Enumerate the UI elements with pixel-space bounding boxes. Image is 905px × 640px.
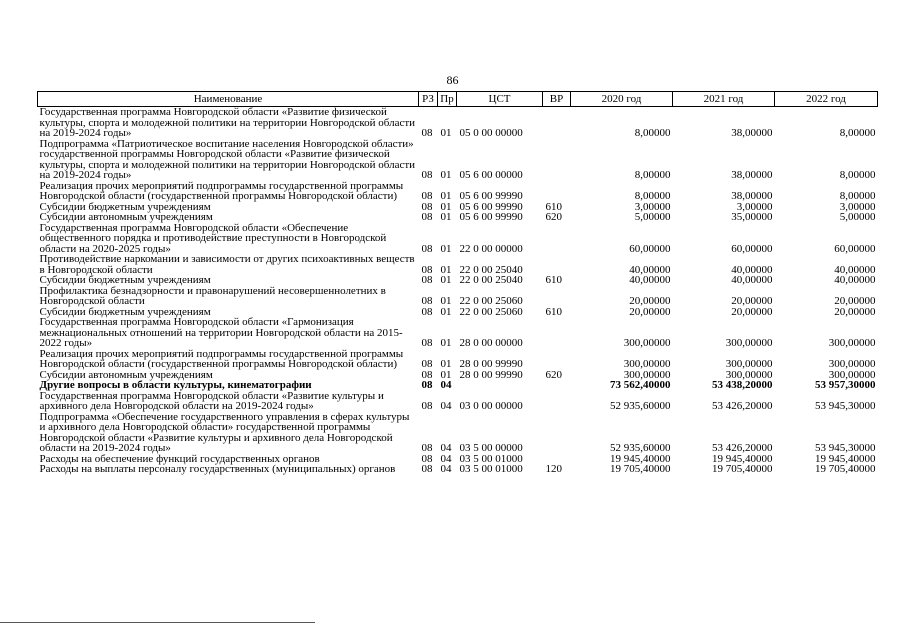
row-vr: 610: [545, 200, 562, 213]
row-cst: 22 0 00 25040: [459, 274, 523, 286]
table-row: [38, 275, 878, 286]
table-row: [38, 139, 878, 181]
row-pr: 04: [440, 442, 452, 454]
header-pr: Пр: [438, 92, 457, 107]
row-name: Государственная программа Новгородской области «Обеспечение общественного порядка и противодействие преступности в Новгородской области на 2020-2025 годы»: [39, 221, 387, 255]
row-rz: 08: [421, 379, 433, 391]
row-cst: 05 0 00 00000: [459, 127, 523, 139]
row-cst: 03 0 00 00000: [459, 400, 523, 412]
row-value-2020: 19 705,40000: [610, 463, 671, 475]
row-value-2022: 53 957,30000: [815, 379, 876, 391]
row-value-2022: 300,00000: [828, 358, 876, 370]
row-name: Противодействие наркомании и зависимости от других психоактивных веществ в Новгородской области: [39, 253, 415, 276]
row-value-2022: 8,00000: [839, 169, 876, 181]
row-vr: [543, 391, 571, 412]
row-rz: 08: [421, 200, 433, 213]
row-rz: 08: [421, 127, 433, 139]
row-value-2021: 19 945,40000: [712, 452, 773, 465]
row-vr: 620: [545, 368, 562, 381]
row-cst: 05 6 00 99990: [459, 200, 523, 213]
row-value-2021: 300,00000: [725, 368, 773, 381]
row-pr: 01: [440, 127, 452, 139]
table-row: [38, 254, 878, 275]
table-row: [38, 317, 878, 349]
row-value-2021: 53 438,20000: [712, 379, 773, 391]
row-value-2020: 8,00000: [634, 169, 671, 181]
row-rz: 08: [421, 274, 433, 286]
row-value-2022: 53 945,30000: [815, 400, 876, 412]
budget-table: [37, 91, 878, 475]
header-2020: 2020 год: [571, 92, 673, 107]
table-row: [38, 349, 878, 370]
row-value-2022: 5,00000: [839, 211, 876, 223]
row-pr: 01: [440, 358, 452, 370]
row-vr: 610: [545, 274, 562, 286]
row-cst: 03 5 00 01000: [459, 463, 523, 475]
row-pr: 04: [440, 452, 452, 465]
page-number: 86: [446, 73, 459, 87]
row-value-2022: 20,00000: [834, 295, 876, 307]
table-row: [38, 223, 878, 255]
row-rz: 08: [421, 358, 433, 370]
row-value-2020: 300,00000: [623, 358, 671, 370]
row-value-2020: 40,00000: [629, 274, 671, 286]
row-rz: 08: [421, 368, 433, 381]
row-value-2020: 73 562,40000: [610, 379, 671, 391]
row-rz: 08: [421, 242, 433, 255]
row-value-2021: 300,00000: [725, 337, 773, 349]
row-vr: [543, 349, 571, 370]
row-value-2022: 60,00000: [834, 242, 876, 255]
row-rz: 08: [421, 442, 433, 454]
row-rz: 08: [421, 169, 433, 181]
row-cst: 05 6 00 99990: [459, 211, 523, 223]
row-value-2020: 52 935,60000: [610, 400, 671, 412]
row-value-2020: 300,00000: [623, 337, 671, 349]
table-row: [38, 380, 878, 391]
row-value-2021: 35,00000: [731, 211, 773, 223]
header-rz: РЗ: [419, 92, 438, 107]
row-pr: 01: [440, 368, 452, 381]
row-value-2020: 19 945,40000: [610, 452, 671, 465]
row-value-2021: 300,00000: [725, 358, 773, 370]
row-value-2021: 20,00000: [731, 295, 773, 307]
header-vr: ВР: [543, 92, 571, 107]
row-name: Подпрограмма «Обеспечение государственного управления в сферах культуры и архивного дела Новгородской области» государственной программы Новгородской области «Развитие культуры и архивного дела Новгородской области на 2019-2024 годы»: [39, 410, 410, 454]
row-value-2021: 38,00000: [731, 190, 773, 202]
row-vr: [543, 181, 571, 202]
row-name: Государственная программа Новгородской области «Развитие физической культуры, спорта и молодежной политики на территории Новгородской области на 2019-2024 годы»: [39, 106, 416, 139]
row-rz: 08: [421, 337, 433, 349]
row-value-2020: 300,00000: [623, 368, 671, 381]
row-value-2021: 20,00000: [731, 305, 773, 318]
row-name: Субсидии бюджетным учреждениям: [39, 274, 211, 286]
row-value-2020: 40,00000: [629, 263, 671, 276]
row-name: Реализация прочих мероприятий подпрограммы государственной программы Новгородской области (государственной программы Новгородской области): [39, 179, 404, 202]
row-value-2022: 20,00000: [834, 305, 876, 318]
table-row: [38, 286, 878, 307]
row-pr: 01: [440, 242, 452, 255]
row-cst: 05 6 00 00000: [459, 169, 523, 181]
row-value-2020: 20,00000: [629, 305, 671, 318]
row-name: Другие вопросы в области культуры, кинематографии: [39, 379, 312, 391]
table-row: [38, 212, 878, 223]
row-rz: 08: [421, 452, 433, 465]
row-cst: 28 0 00 99990: [459, 358, 523, 370]
row-value-2020: 3,00000: [634, 200, 671, 213]
row-value-2020: 5,00000: [634, 211, 671, 223]
row-pr: 01: [440, 190, 452, 202]
row-name: Государственная программа Новгородской области «Развитие культуры и архивного дела Новгородской области на 2019-2024 годы»: [39, 389, 384, 412]
row-value-2022: 300,00000: [828, 337, 876, 349]
row-value-2021: 60,00000: [731, 242, 773, 255]
row-pr: 01: [440, 263, 452, 276]
row-cst: 22 0 00 25060: [459, 305, 523, 318]
row-value-2022: 8,00000: [839, 127, 876, 139]
row-pr: 01: [440, 169, 452, 181]
row-cst: 03 5 00 00000: [459, 442, 523, 454]
table-body: [38, 107, 878, 475]
row-vr: [543, 254, 571, 275]
row-pr: 01: [440, 305, 452, 318]
row-cst: 05 6 00 99990: [459, 190, 523, 202]
footer-divider: [0, 622, 315, 623]
table-row: [38, 107, 878, 139]
row-cst: 22 0 00 00000: [459, 242, 523, 255]
row-name: Профилактика безнадзорности и правонарушений несовершеннолетних в Новгородской области: [39, 284, 386, 307]
row-vr: 610: [545, 305, 562, 318]
row-name: Расходы на обеспечение функций государственных органов: [39, 452, 320, 465]
row-name: Субсидии бюджетным учреждениям: [39, 305, 211, 318]
row-name: Подпрограмма «Патриотическое воспитание населения Новгородской области» государственной программы Новгородской области «Развитие физической культуры, спорта и молодежной политики на территории Новгородской области на 2019-2024 годы»: [39, 137, 416, 181]
row-value-2022: 19 705,40000: [815, 463, 876, 475]
row-vr: [543, 107, 571, 139]
table-row: [38, 412, 878, 454]
row-value-2022: 40,00000: [834, 274, 876, 286]
row-value-2022: 300,00000: [828, 368, 876, 381]
row-value-2021: 53 426,20000: [712, 400, 773, 412]
row-pr: 01: [440, 295, 452, 307]
row-name: Расходы на выплаты персоналу государственных (муниципальных) органов: [39, 463, 396, 475]
row-rz: 08: [421, 400, 433, 412]
row-cst: [457, 380, 543, 391]
header-2021: 2021 год: [673, 92, 775, 107]
header-2022: 2022 год: [775, 92, 878, 107]
row-value-2022: 8,00000: [839, 190, 876, 202]
row-value-2021: 40,00000: [731, 274, 773, 286]
row-vr: [543, 223, 571, 255]
header-name: Наименование: [38, 92, 419, 107]
row-cst: 28 0 00 00000: [459, 337, 523, 349]
table-row: [38, 391, 878, 412]
row-vr: [543, 317, 571, 349]
row-cst: 22 0 00 25060: [459, 295, 523, 307]
row-value-2022: 53 945,30000: [815, 442, 876, 454]
row-name: Субсидии автономным учреждениям: [39, 368, 213, 381]
row-pr: 04: [440, 463, 452, 475]
row-value-2022: 19 945,40000: [815, 452, 876, 465]
row-rz: 08: [421, 463, 433, 475]
row-value-2020: 8,00000: [634, 190, 671, 202]
row-pr: 01: [440, 274, 452, 286]
row-rz: 08: [421, 305, 433, 318]
row-value-2020: 60,00000: [629, 242, 671, 255]
row-rz: 08: [421, 263, 433, 276]
row-cst: 03 5 00 01000: [459, 452, 523, 465]
header-cst: ЦСТ: [457, 92, 543, 107]
row-value-2020: 52 935,60000: [610, 442, 671, 454]
table-row: [38, 181, 878, 202]
row-name: Государственная программа Новгородской области «Гармонизация межнациональных отношений на территории Новгородской области на 2015-2022 годы»: [39, 316, 403, 349]
row-vr: [543, 380, 571, 391]
row-pr: 01: [440, 200, 452, 213]
table-header-row: [38, 92, 878, 107]
row-value-2021: 19 705,40000: [712, 463, 773, 475]
row-pr: 01: [440, 337, 452, 349]
row-rz: 08: [421, 295, 433, 307]
row-vr: [543, 139, 571, 181]
row-pr: 01: [440, 211, 452, 223]
row-vr: 120: [545, 463, 562, 475]
row-value-2022: 40,00000: [834, 263, 876, 276]
row-name: Реализация прочих мероприятий подпрограммы государственной программы Новгородской области (государственной программы Новгородской области): [39, 347, 404, 370]
row-vr: [543, 286, 571, 307]
row-cst: 22 0 00 25040: [459, 263, 523, 276]
row-name: Субсидии бюджетным учреждениям: [39, 200, 211, 213]
row-cst: 28 0 00 99990: [459, 368, 523, 381]
row-pr: 04: [440, 379, 452, 391]
row-value-2020: 8,00000: [634, 127, 671, 139]
row-vr: [543, 412, 571, 454]
row-value-2022: 3,00000: [839, 200, 876, 213]
row-pr: 04: [440, 400, 452, 412]
row-vr: 620: [545, 211, 562, 223]
table-row: [38, 464, 878, 475]
row-value-2021: 38,00000: [731, 127, 773, 139]
row-name: Субсидии автономным учреждениям: [39, 211, 213, 223]
row-value-2021: 53 426,20000: [712, 442, 773, 454]
row-value-2020: 20,00000: [629, 295, 671, 307]
row-value-2021: 40,00000: [731, 263, 773, 276]
row-rz: 08: [421, 190, 433, 202]
row-rz: 08: [421, 211, 433, 223]
row-value-2021: 3,00000: [736, 200, 773, 213]
row-value-2021: 38,00000: [731, 169, 773, 181]
